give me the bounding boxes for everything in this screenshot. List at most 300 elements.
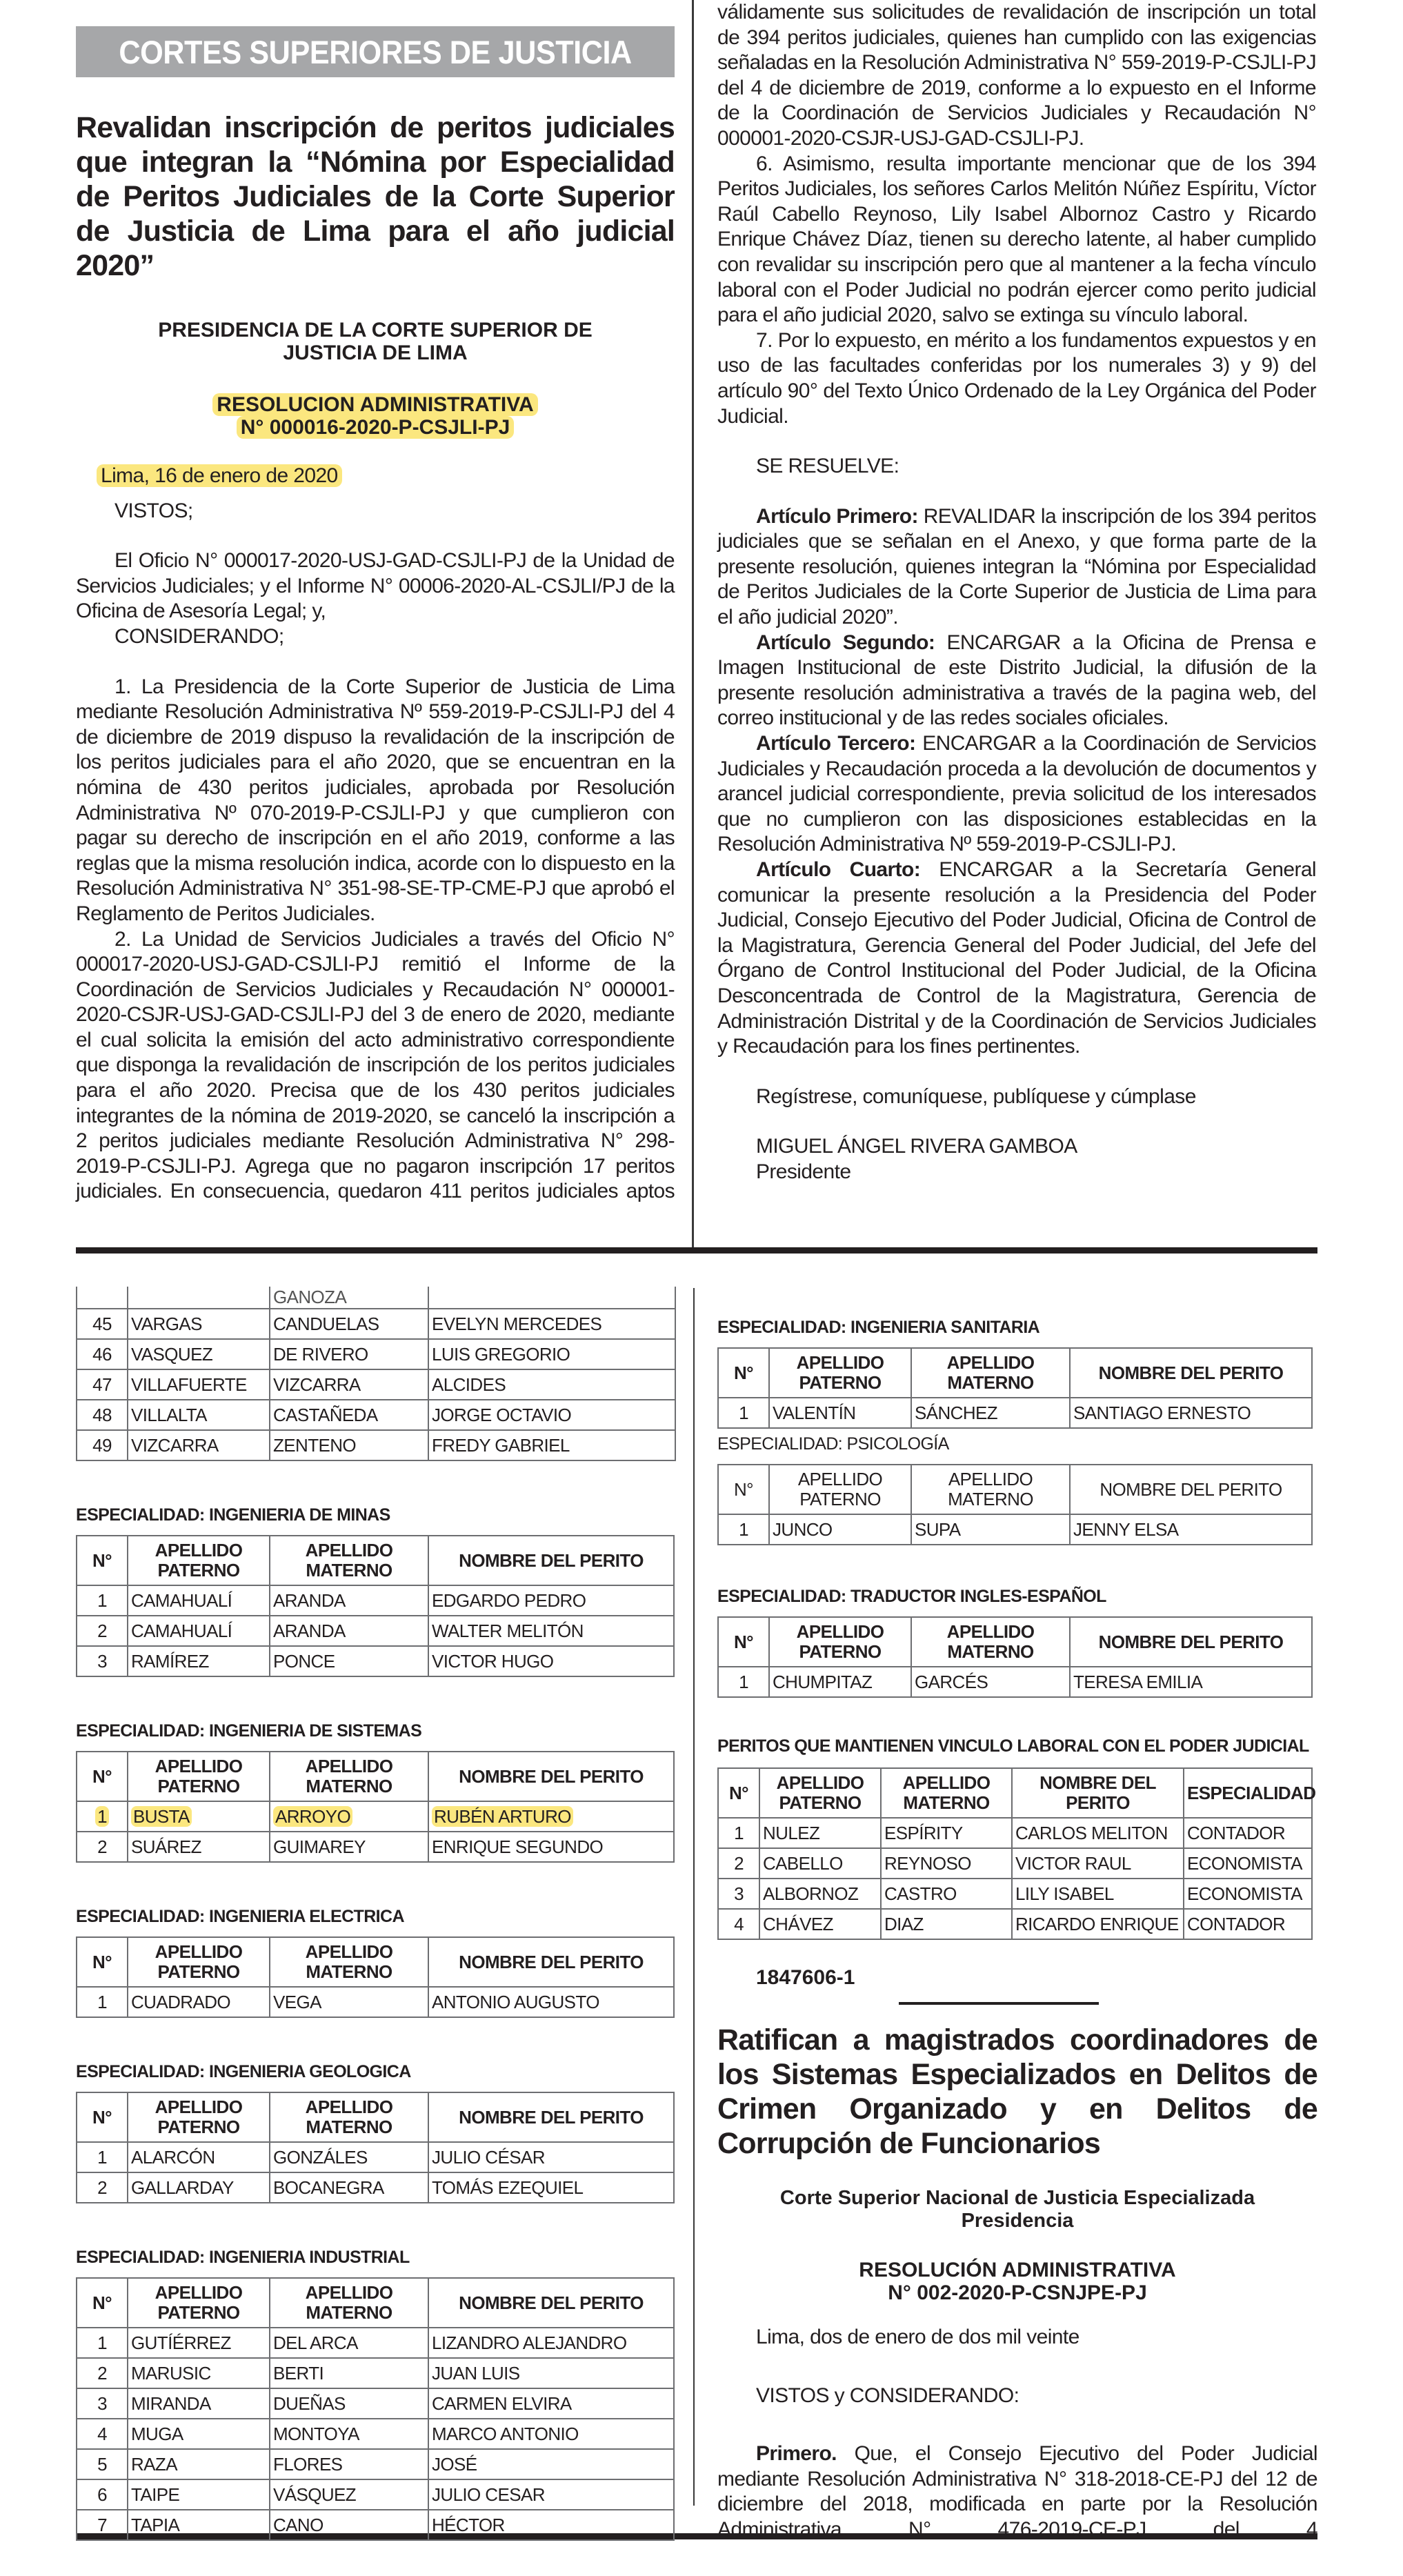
row-number <box>77 2142 128 2172</box>
row-number: 46 <box>77 1339 128 1369</box>
apellido-materno: DIAZ <box>881 1909 1012 1939</box>
cell-text: 4 <box>97 2423 107 2444</box>
cell-text: 1 <box>97 1589 107 1611</box>
cell-text: 1 <box>739 1671 748 1692</box>
considerando-label: CONSIDERANDO; <box>115 624 284 648</box>
cell-text: 1 <box>739 1402 748 1423</box>
apellido-materno <box>911 1667 1070 1697</box>
articulo-segundo-label: Artículo Segundo: <box>756 631 935 654</box>
cell-text: TAPIA <box>131 2514 180 2535</box>
articulo-cuarto <box>717 858 1316 1060</box>
tables-right-column <box>717 1318 1317 2543</box>
nombre-perito <box>428 2449 674 2479</box>
table-row <box>77 2142 674 2172</box>
specialty-table <box>717 1347 1313 1429</box>
articulo-cuarto-label: Artículo Cuarto: <box>756 858 921 881</box>
row-number <box>77 2479 128 2510</box>
table-row <box>718 1848 1312 1879</box>
table-row <box>77 2419 674 2449</box>
cell-text: BERTI <box>273 2362 324 2384</box>
col-header-paterno: APELLIDO PATERNO <box>769 1465 911 1514</box>
apellido-materno <box>270 1616 428 1646</box>
col-header-n: N° <box>718 1465 769 1514</box>
specialty-table <box>717 1616 1313 1698</box>
col-header-paterno: APELLIDO PATERNO <box>128 1937 270 1987</box>
articulo-tercero-text: ENCARGAR a la Coordinación de Servicios Judiciales y Recaudación proceda a la devolución de documentos y arancel judicial correspondiente, previa solicitud de los interesados que no cumplieron con las disposiciones establecidas en la Resolución Administrativa Nº 559-2019-P-CSJLI-PJ. <box>717 732 1316 856</box>
col-header-n: N° <box>718 1768 759 1818</box>
specialty-table <box>76 1936 675 2018</box>
cell-text: EDGARDO PEDRO <box>432 1589 586 1611</box>
cut-cell: GANOZA <box>270 1287 428 1309</box>
article1-body-right <box>717 0 1316 1185</box>
specialty-table <box>76 1535 675 1677</box>
articulo-tercero <box>717 731 1316 858</box>
considerando-6: 6. Asimismo, resulta importante mencionar que de los 394 Peritos Judiciales, los señores Carlos Melitón Núñez Espíritu, Víctor Raúl Cabello Reynoso, Lily Isabel Albornoz Castro y Ricardo Enrique Chávez Díaz, tienen su derecho latente, al haber cumplido con revalidar su inscripción pero que al mantener a la fecha vínculo laboral con el Poder Judicial no podrán ejercer como perito judicial para el año judicial 2020, salvo se extinga su vínculo laboral. <box>717 152 1316 327</box>
apellido-materno <box>270 2358 428 2388</box>
row-number: 47 <box>77 1369 128 1400</box>
apellido-paterno <box>128 2510 270 2540</box>
continued-table <box>76 1287 676 1461</box>
col-header-materno: APELLIDO MATERNO <box>270 2278 428 2328</box>
col-header-especialidad: ESPECIALIDAD <box>1184 1768 1312 1818</box>
nombre-perito: ALCIDES <box>428 1369 675 1400</box>
nombre-perito <box>428 2388 674 2419</box>
row-number: 45 <box>77 1309 128 1339</box>
apellido-materno: VIZCARRA <box>270 1369 428 1400</box>
cell-text: JUNCO <box>773 1518 833 1540</box>
resolution-line-1: RESOLUCION ADMINISTRATIVA <box>212 393 537 416</box>
cell-text: ANTONIO AUGUSTO <box>432 1991 599 2012</box>
cell-text: ALARCÓN <box>131 2146 215 2168</box>
specialty-title: ESPECIALIDAD: INGENIERIA SANITARIA <box>717 1318 1040 1337</box>
article2-headline: Ratifican a magistrados coordinadores de los Sistemas Especializados en Delitos de Crimen Organizado y en Delitos de Corrupción de Funcionarios <box>717 2023 1317 2160</box>
apellido-paterno <box>128 1801 270 1832</box>
article2-date: Lima, dos de enero de dos mil veinte <box>756 2326 1079 2348</box>
apellido-paterno: VASQUEZ <box>128 1339 270 1369</box>
table-row <box>77 1339 675 1369</box>
table-row <box>77 2510 674 2540</box>
table-row <box>77 1287 675 1309</box>
closing-formula: Regístrese, comuníquese, publíquese y cúmplase <box>756 1084 1196 1108</box>
cell-text: CANO <box>273 2514 324 2535</box>
cell-text: JUAN LUIS <box>432 2362 520 2384</box>
cell-text: VEGA <box>273 1991 321 2012</box>
nombre-perito <box>428 2358 674 2388</box>
cell-text: 7 <box>97 2514 107 2535</box>
specialty-table <box>76 2277 675 2541</box>
cell-text: CAMAHUALÍ <box>131 1589 232 1611</box>
nombre-perito <box>428 1832 674 1862</box>
apellido-paterno <box>128 2142 270 2172</box>
resolution-line-2: N° 002-2020-P-CSNJPE-PJ <box>888 2281 1147 2304</box>
table-header-row <box>77 1752 674 1801</box>
row-number <box>718 1514 769 1545</box>
table-row <box>77 2328 674 2358</box>
row-number: 1 <box>718 1818 759 1848</box>
section-header-title: CORTES SUPERIORES DE JUSTICIA <box>119 33 632 70</box>
table-header-row <box>77 2278 674 2328</box>
cell-text: SUPA <box>915 1518 961 1540</box>
apellido-materno: ZENTENO <box>270 1430 428 1460</box>
nombre-perito <box>1070 1514 1312 1545</box>
cell-text: 1 <box>739 1518 748 1540</box>
table-row <box>718 1398 1312 1428</box>
row-number: 49 <box>77 1430 128 1460</box>
table-row <box>718 1909 1312 1939</box>
vistos-text: El Oficio N° 000017-2020-USJ-GAD-CSJLI-PJ de la Unidad de Servicios Judiciales; y el Informe N° 00006-2020-AL-CSJLI/PJ de la Oficina de Asesoría Legal; y, <box>76 549 675 623</box>
cell-text: 1 <box>97 1991 107 2012</box>
cell-text: GUIMAREY <box>273 1836 366 1857</box>
apellido-materno <box>270 2419 428 2449</box>
article2-vistos: VISTOS y CONSIDERANDO: <box>756 2384 1019 2407</box>
specialty-title: ESPECIALIDAD: INGENIERIA DE SISTEMAS <box>76 1721 422 1741</box>
cell-text: ARROYO <box>273 1806 352 1827</box>
apellido-materno: CANDUELAS <box>270 1309 428 1339</box>
apellido-paterno: CABELLO <box>759 1848 881 1879</box>
cell-text: ARANDA <box>273 1589 346 1611</box>
cell-text: MIRANDA <box>131 2392 211 2414</box>
apellido-paterno <box>128 2172 270 2203</box>
nombre-perito <box>428 2510 674 2540</box>
table-row <box>77 1309 675 1339</box>
table-row <box>77 1801 674 1832</box>
cell-text: PONCE <box>273 1650 335 1672</box>
column-divider-bottom <box>693 1288 695 2506</box>
apellido-paterno: CHÁVEZ <box>759 1909 881 1939</box>
apellido-materno: ESPÍRITY <box>881 1818 1012 1848</box>
cell-text: FLORES <box>273 2453 343 2475</box>
col-header-paterno: APELLIDO PATERNO <box>769 1617 911 1667</box>
apellido-paterno <box>128 1616 270 1646</box>
cell-text: 2 <box>97 2362 107 2384</box>
nombre-perito: CARLOS MELITON <box>1012 1818 1184 1848</box>
table-header-row <box>718 1348 1312 1398</box>
cell-text: TAIPE <box>131 2484 180 2505</box>
col-header-n: N° <box>77 2278 128 2328</box>
table-row <box>718 1879 1312 1909</box>
apellido-materno <box>270 2479 428 2510</box>
cell-text: VÁSQUEZ <box>273 2484 357 2505</box>
apellido-paterno <box>128 2449 270 2479</box>
apellido-materno: REYNOSO <box>881 1848 1012 1879</box>
row-number <box>77 2419 128 2449</box>
row-number <box>77 1646 128 1676</box>
nombre-perito <box>428 2142 674 2172</box>
resolution-line-1: RESOLUCIÓN ADMINISTRATIVA <box>859 2259 1176 2281</box>
signer-name: MIGUEL ÁNGEL RIVERA GAMBOA <box>756 1135 1077 1158</box>
row-number: 3 <box>718 1879 759 1909</box>
apellido-materno: CASTAÑEDA <box>270 1400 428 1430</box>
col-header-paterno: APELLIDO PATERNO <box>128 1752 270 1801</box>
table-row <box>718 1514 1312 1545</box>
cell-text: RUBÉN ARTURO <box>432 1806 573 1827</box>
nombre-perito <box>428 2479 674 2510</box>
table-row <box>77 1987 674 2017</box>
table-header-row <box>718 1465 1312 1514</box>
article1-date: Lima, 16 de enero de 2020 <box>97 464 342 487</box>
row-number <box>77 2449 128 2479</box>
vinculo-table-title: PERITOS QUE MANTIENEN VINCULO LABORAL CON EL PODER JUDICIAL <box>717 1736 1309 1756</box>
col-header-paterno: APELLIDO PATERNO <box>769 1348 911 1398</box>
signer-title: Presidente <box>756 1160 851 1183</box>
apellido-paterno: VILLALTA <box>128 1400 270 1430</box>
cell-text: VICTOR HUGO <box>432 1650 554 1672</box>
articulo-primero-text: REVALIDAR la inscripción de los 394 peritos judiciales que se señalan en el Anexo, y que forma parte de la presente resolución, quienes integran la “Nómina por Especialidad de Peritos Judiciales de la Corte Superior de Justicia de Lima para el año judicial 2020”. <box>717 504 1316 629</box>
short-separator <box>899 2002 1099 2005</box>
col-header-nombre: NOMBRE DEL PERITO <box>428 1536 674 1585</box>
article2-body <box>717 2325 1317 2543</box>
row-number <box>718 1667 769 1697</box>
cell-text: JOSÉ <box>432 2453 477 2475</box>
cell-text: 2 <box>97 1836 107 1857</box>
specialty-title: ESPECIALIDAD: INGENIERIA INDUSTRIAL <box>76 2248 410 2267</box>
nombre-perito: VICTOR RAUL <box>1012 1848 1184 1879</box>
nombre-perito <box>428 1616 674 1646</box>
table-row <box>77 2172 674 2203</box>
table-header-row <box>718 1617 1312 1667</box>
specialty-table <box>76 1751 675 1863</box>
row-number <box>77 2510 128 2540</box>
table-row <box>77 1616 674 1646</box>
cell-text: JENNY ELSA <box>1073 1518 1179 1540</box>
cell-text: 3 <box>97 1650 107 1672</box>
table-header-row <box>77 2092 674 2142</box>
cell-text: MARCO ANTONIO <box>432 2423 579 2444</box>
apellido-paterno <box>128 2388 270 2419</box>
specialty-table <box>717 1464 1313 1545</box>
row-number <box>77 1585 128 1616</box>
nombre-perito <box>1070 1667 1312 1697</box>
cell-text: GONZÁLES <box>273 2146 368 2168</box>
article1-left-column <box>76 110 675 1205</box>
apellido-paterno <box>128 2479 270 2510</box>
apellido-paterno: ALBORNOZ <box>759 1879 881 1909</box>
cell-text: 6 <box>97 2484 107 2505</box>
row-number <box>77 2172 128 2203</box>
cell-text: 1 <box>95 1806 109 1827</box>
table-row <box>718 1667 1312 1697</box>
specialty-title: ESPECIALIDAD: PSICOLOGÍA <box>717 1434 949 1454</box>
cell-text: ENRIQUE SEGUNDO <box>432 1836 604 1857</box>
primero-text: Que, el Consejo Ejecutivo del Poder Judicial mediante Resolución Administrativa N° 318-2018-CE-PJ del 12 de diciembre del 2018, modificada en parte por la Resolución Administrativa N° 476-2019-CE-PJ del 4 <box>717 2442 1317 2541</box>
continued-text: válidamente sus solicitudes de revalidación de inscripción un total de 394 peritos judiciales, quienes han cumplido con las exigencias señaladas en la Resolución Administrativa N° 559-2019-P-CSJLI-PJ del 4 de diciembre de 2019, conforme a lo expuesto en el Informe de la Coordinación de Servicios Judiciales y Recaudación N° 000001-2020-CSJR-USJ-GAD-CSJLI-PJ. <box>717 1 1316 150</box>
apellido-paterno: VIZCARRA <box>128 1430 270 1460</box>
apellido-materno <box>270 2328 428 2358</box>
nombre-perito <box>428 1801 674 1832</box>
apellido-paterno <box>128 2419 270 2449</box>
row-number <box>77 1616 128 1646</box>
apellido-paterno: VARGAS <box>128 1309 270 1339</box>
col-header-materno: APELLIDO MATERNO <box>881 1768 1012 1818</box>
cell-text: WALTER MELITÓN <box>432 1620 584 1641</box>
row-number <box>77 2358 128 2388</box>
articulo-primero-label: Artículo Primero: <box>756 504 918 528</box>
table-row <box>77 1832 674 1862</box>
apellido-materno <box>270 2172 428 2203</box>
cell-text: TOMÁS EZEQUIEL <box>432 2177 584 2198</box>
apellido-materno <box>911 1398 1070 1428</box>
specialty-title: ESPECIALIDAD: INGENIERIA ELECTRICA <box>76 1907 404 1926</box>
considerando-1: 1. La Presidencia de la Corte Superior de Justicia de Lima mediante Resolución Administrativa Nº 559-2019-P-CSJLI-PJ del 4 de diciembre de 2019 dispuso la revalidación de la inscripción de los peritos judiciales para el año 2020, que se encuentran en la nómina de 430 peritos judiciales, aprobada por Resolución Administrativa Nº 070-2019-P-CSJLI-PJ y que cumplieron con pagar su derecho de inscripción en el año 2019, conforme a las reglas que la misma resolución indica, acorde con lo dispuesto en la Resolución Administrativa N° 351-98-SE-TP-CME-PJ que aprobó el Reglamento de Peritos Judiciales. <box>76 675 675 925</box>
cell-text: CUADRADO <box>131 1991 230 2012</box>
col-header-n: N° <box>718 1617 769 1667</box>
col-header-nombre: NOMBRE DEL PERITO <box>1070 1465 1312 1514</box>
apellido-paterno <box>128 2328 270 2358</box>
apellido-materno <box>270 1585 428 1616</box>
article2-issuer <box>717 2187 1317 2232</box>
col-header-nombre: NOMBRE DEL PERITO <box>428 2278 674 2328</box>
section-header-bar <box>76 26 675 77</box>
issuer-line-2: JUSTICIA DE LIMA <box>283 341 468 364</box>
table-row <box>718 1818 1312 1848</box>
cell-text: BOCANEGRA <box>273 2177 384 2198</box>
especialidad: CONTADOR <box>1184 1909 1312 1939</box>
nombre-perito <box>428 2328 674 2358</box>
cell-text: RAZA <box>131 2453 177 2475</box>
table-row <box>77 2388 674 2419</box>
row-number <box>77 2328 128 2358</box>
primero-label: Primero. <box>756 2442 837 2466</box>
nombre-perito: FREDY GABRIEL <box>428 1430 675 1460</box>
column-divider-top <box>692 0 694 1247</box>
especialidad: CONTADOR <box>1184 1818 1312 1848</box>
article2-resolution-number <box>717 2259 1317 2304</box>
nombre-perito: LUIS GREGORIO <box>428 1339 675 1369</box>
issuer-line-1: PRESIDENCIA DE LA CORTE SUPERIOR DE <box>158 319 593 341</box>
cell-text: 5 <box>97 2453 107 2475</box>
cell-text: JULIO CESAR <box>432 2484 545 2505</box>
article1-resolution-number <box>76 393 675 439</box>
cell-text: VALENTÍN <box>773 1402 856 1423</box>
se-resuelve: SE RESUELVE: <box>756 455 899 478</box>
col-header-nombre: NOMBRE DEL PERITO <box>428 1937 674 1987</box>
apellido-materno <box>270 2449 428 2479</box>
article1-headline: Revalidan inscripción de peritos judiciales que integran la “Nómina por Especialidad de Peritos Judiciales de la Corte Superior de Justicia de Lima para el año judicial 2020” <box>76 111 675 282</box>
specialty-title: ESPECIALIDAD: TRADUCTOR INGLES-ESPAÑOL <box>717 1587 1106 1606</box>
considerando-2: 2. La Unidad de Servicios Judiciales a través del Oficio N° 000017-2020-USJ-GAD-CSJLI-PJ remitió el Informe de la Coordinación de Servicios Judiciales y Recaudación N° 000001-2020-CSJR-USJ-GAD-CSJLI-PJ del 3 de enero de 2020, mediante el cual solicita la emisión del acto administrativo correspondiente que disponga la revalidación de inscripción de los peritos judiciales para el año 2020. Precisa que de los 430 peritos judiciales integrantes de la nómina de 2019-2020, se canceló la inscripción a 2 peritos judiciales mediante Resolución Administrativa N° 298-2019-P-CSJLI-PJ. Agrega que no pagaron inscripción 17 peritos judiciales. En consecuencia, quedaron 411 peritos judiciales aptos <box>76 927 675 1203</box>
col-header-n: N° <box>77 1752 128 1801</box>
apellido-materno <box>911 1514 1070 1545</box>
article1-body-left <box>76 464 675 1205</box>
nombre-perito: EVELYN MERCEDES <box>428 1309 675 1339</box>
apellido-materno <box>270 2388 428 2419</box>
cell-text: SÁNCHEZ <box>915 1402 998 1423</box>
specialty-table <box>76 2092 675 2203</box>
nombre-perito <box>428 2419 674 2449</box>
col-header-paterno: APELLIDO PATERNO <box>128 2092 270 2142</box>
col-header-materno: APELLIDO MATERNO <box>270 1752 428 1801</box>
col-header-paterno: APELLIDO PATERNO <box>759 1768 881 1818</box>
apellido-paterno <box>769 1514 911 1545</box>
cell-text: SANTIAGO ERNESTO <box>1073 1402 1251 1423</box>
table-row <box>77 1430 675 1460</box>
apellido-paterno <box>769 1667 911 1697</box>
table-row <box>77 1646 674 1676</box>
col-header-nombre: NOMBRE DEL PERITO <box>1070 1617 1312 1667</box>
especialidad: ECONOMISTA <box>1184 1879 1312 1909</box>
nombre-perito: LILY ISABEL <box>1012 1879 1184 1909</box>
apellido-materno <box>270 1987 428 2017</box>
issuer-line-1: Corte Superior Nacional de Justicia Especializada <box>779 2187 1255 2209</box>
row-number <box>77 2388 128 2419</box>
table-header-row <box>77 1536 674 1585</box>
col-header-materno: APELLIDO MATERNO <box>270 1937 428 1987</box>
articulo-segundo <box>717 631 1316 731</box>
table-row <box>77 1369 675 1400</box>
cell-text: DEL ARCA <box>273 2332 358 2353</box>
col-header-paterno: APELLIDO PATERNO <box>128 1536 270 1585</box>
cell-text: GALLARDAY <box>131 2177 234 2198</box>
nombre-perito <box>1070 1398 1312 1428</box>
articulo-primero <box>717 504 1316 631</box>
cell-text: 1 <box>97 2332 107 2353</box>
col-header-nombre: NOMBRE DEL PERITO <box>428 1752 674 1801</box>
table-header-row <box>718 1768 1312 1818</box>
cell-text: 3 <box>97 2392 107 2414</box>
row-number <box>718 1398 769 1428</box>
col-header-materno: APELLIDO MATERNO <box>911 1617 1070 1667</box>
col-header-materno: APELLIDO MATERNO <box>270 2092 428 2142</box>
row-number <box>77 1987 128 2017</box>
vinculo-table <box>717 1767 1316 1940</box>
table-row <box>77 1585 674 1616</box>
apellido-materno <box>270 1832 428 1862</box>
row-number: 2 <box>718 1848 759 1879</box>
especialidad: ECONOMISTA <box>1184 1848 1312 1879</box>
nombre-perito <box>428 1646 674 1676</box>
articulo-segundo-text: ENCARGAR a la Oficina de Prensa e Imagen Institucional de este Distrito Judicial, la difusión de la presente resolución administrativa a través de la pagina web, del correo institucional y de las redes sociales oficiales. <box>717 631 1316 730</box>
nombre-perito: JORGE OCTAVIO <box>428 1400 675 1430</box>
cell-text: RAMÍREZ <box>131 1650 209 1672</box>
col-header-n: N° <box>718 1348 769 1398</box>
considerando-7: 7. Por lo expuesto, en mérito a los fundamentos expuestos y en uso de las facultades conferidas por los numerales 3) y 9) del artículo 90° del Texto Único Ordenado de la Ley Orgánica del Poder Judicial. <box>717 328 1316 428</box>
cell-text: 2 <box>97 1620 107 1641</box>
row-number: 48 <box>77 1400 128 1430</box>
apellido-materno: CASTRO <box>881 1879 1012 1909</box>
article1-issuer <box>76 319 675 364</box>
apellido-materno <box>270 1801 428 1832</box>
table-header-row <box>77 1937 674 1987</box>
resolution-line-2: N° 000016-2020-P-CSJLI-PJ <box>237 416 515 439</box>
col-header-n: N° <box>77 1937 128 1987</box>
nombre-perito <box>428 1585 674 1616</box>
vistos-label: VISTOS; <box>115 499 193 522</box>
top-section-rule <box>76 1247 1317 1254</box>
specialty-title: ESPECIALIDAD: INGENIERIA GEOLOGICA <box>76 2062 411 2081</box>
cell-text: CHUMPITAZ <box>773 1671 873 1692</box>
specialty-title: ESPECIALIDAD: INGENIERIA DE MINAS <box>76 1505 390 1525</box>
nombre-perito: RICARDO ENRIQUE <box>1012 1909 1184 1939</box>
row-number <box>77 1801 128 1832</box>
apellido-materno <box>270 1646 428 1676</box>
col-header-materno: APELLIDO MATERNO <box>911 1465 1070 1514</box>
articulo-cuarto-text: ENCARGAR a la Secretaría General comunicar la presente resolución a la Presidencia del Poder Judicial, Consejo Ejecutivo del Poder Judicial, Oficina de Control de la Magistratura, Gerencia General del Poder Judicial, del Jefe del Órgano de Control Institucional del Poder Judicial, de la Oficina Desconcentrada de Control de la Magistratura, Gerencia de Administración Distrital y de la Coordinación de Servicios Judiciales y Recaudación para los fines pertinentes. <box>717 858 1316 1058</box>
table-row <box>77 2479 674 2510</box>
nombre-perito <box>428 2172 674 2203</box>
apellido-materno <box>270 2510 428 2540</box>
apellido-paterno <box>128 1832 270 1862</box>
apellido-paterno: NULEZ <box>759 1818 881 1848</box>
col-header-n: N° <box>77 1536 128 1585</box>
nombre-perito <box>428 1987 674 2017</box>
cell-text: GARCÉS <box>915 1671 988 1692</box>
cell-text: JULIO CÉSAR <box>432 2146 545 2168</box>
apellido-materno: DE RIVERO <box>270 1339 428 1369</box>
col-header-paterno: APELLIDO PATERNO <box>128 2278 270 2328</box>
cell-text: ARANDA <box>273 1620 346 1641</box>
article1-right-column <box>717 0 1316 1185</box>
col-header-n: N° <box>77 2092 128 2142</box>
